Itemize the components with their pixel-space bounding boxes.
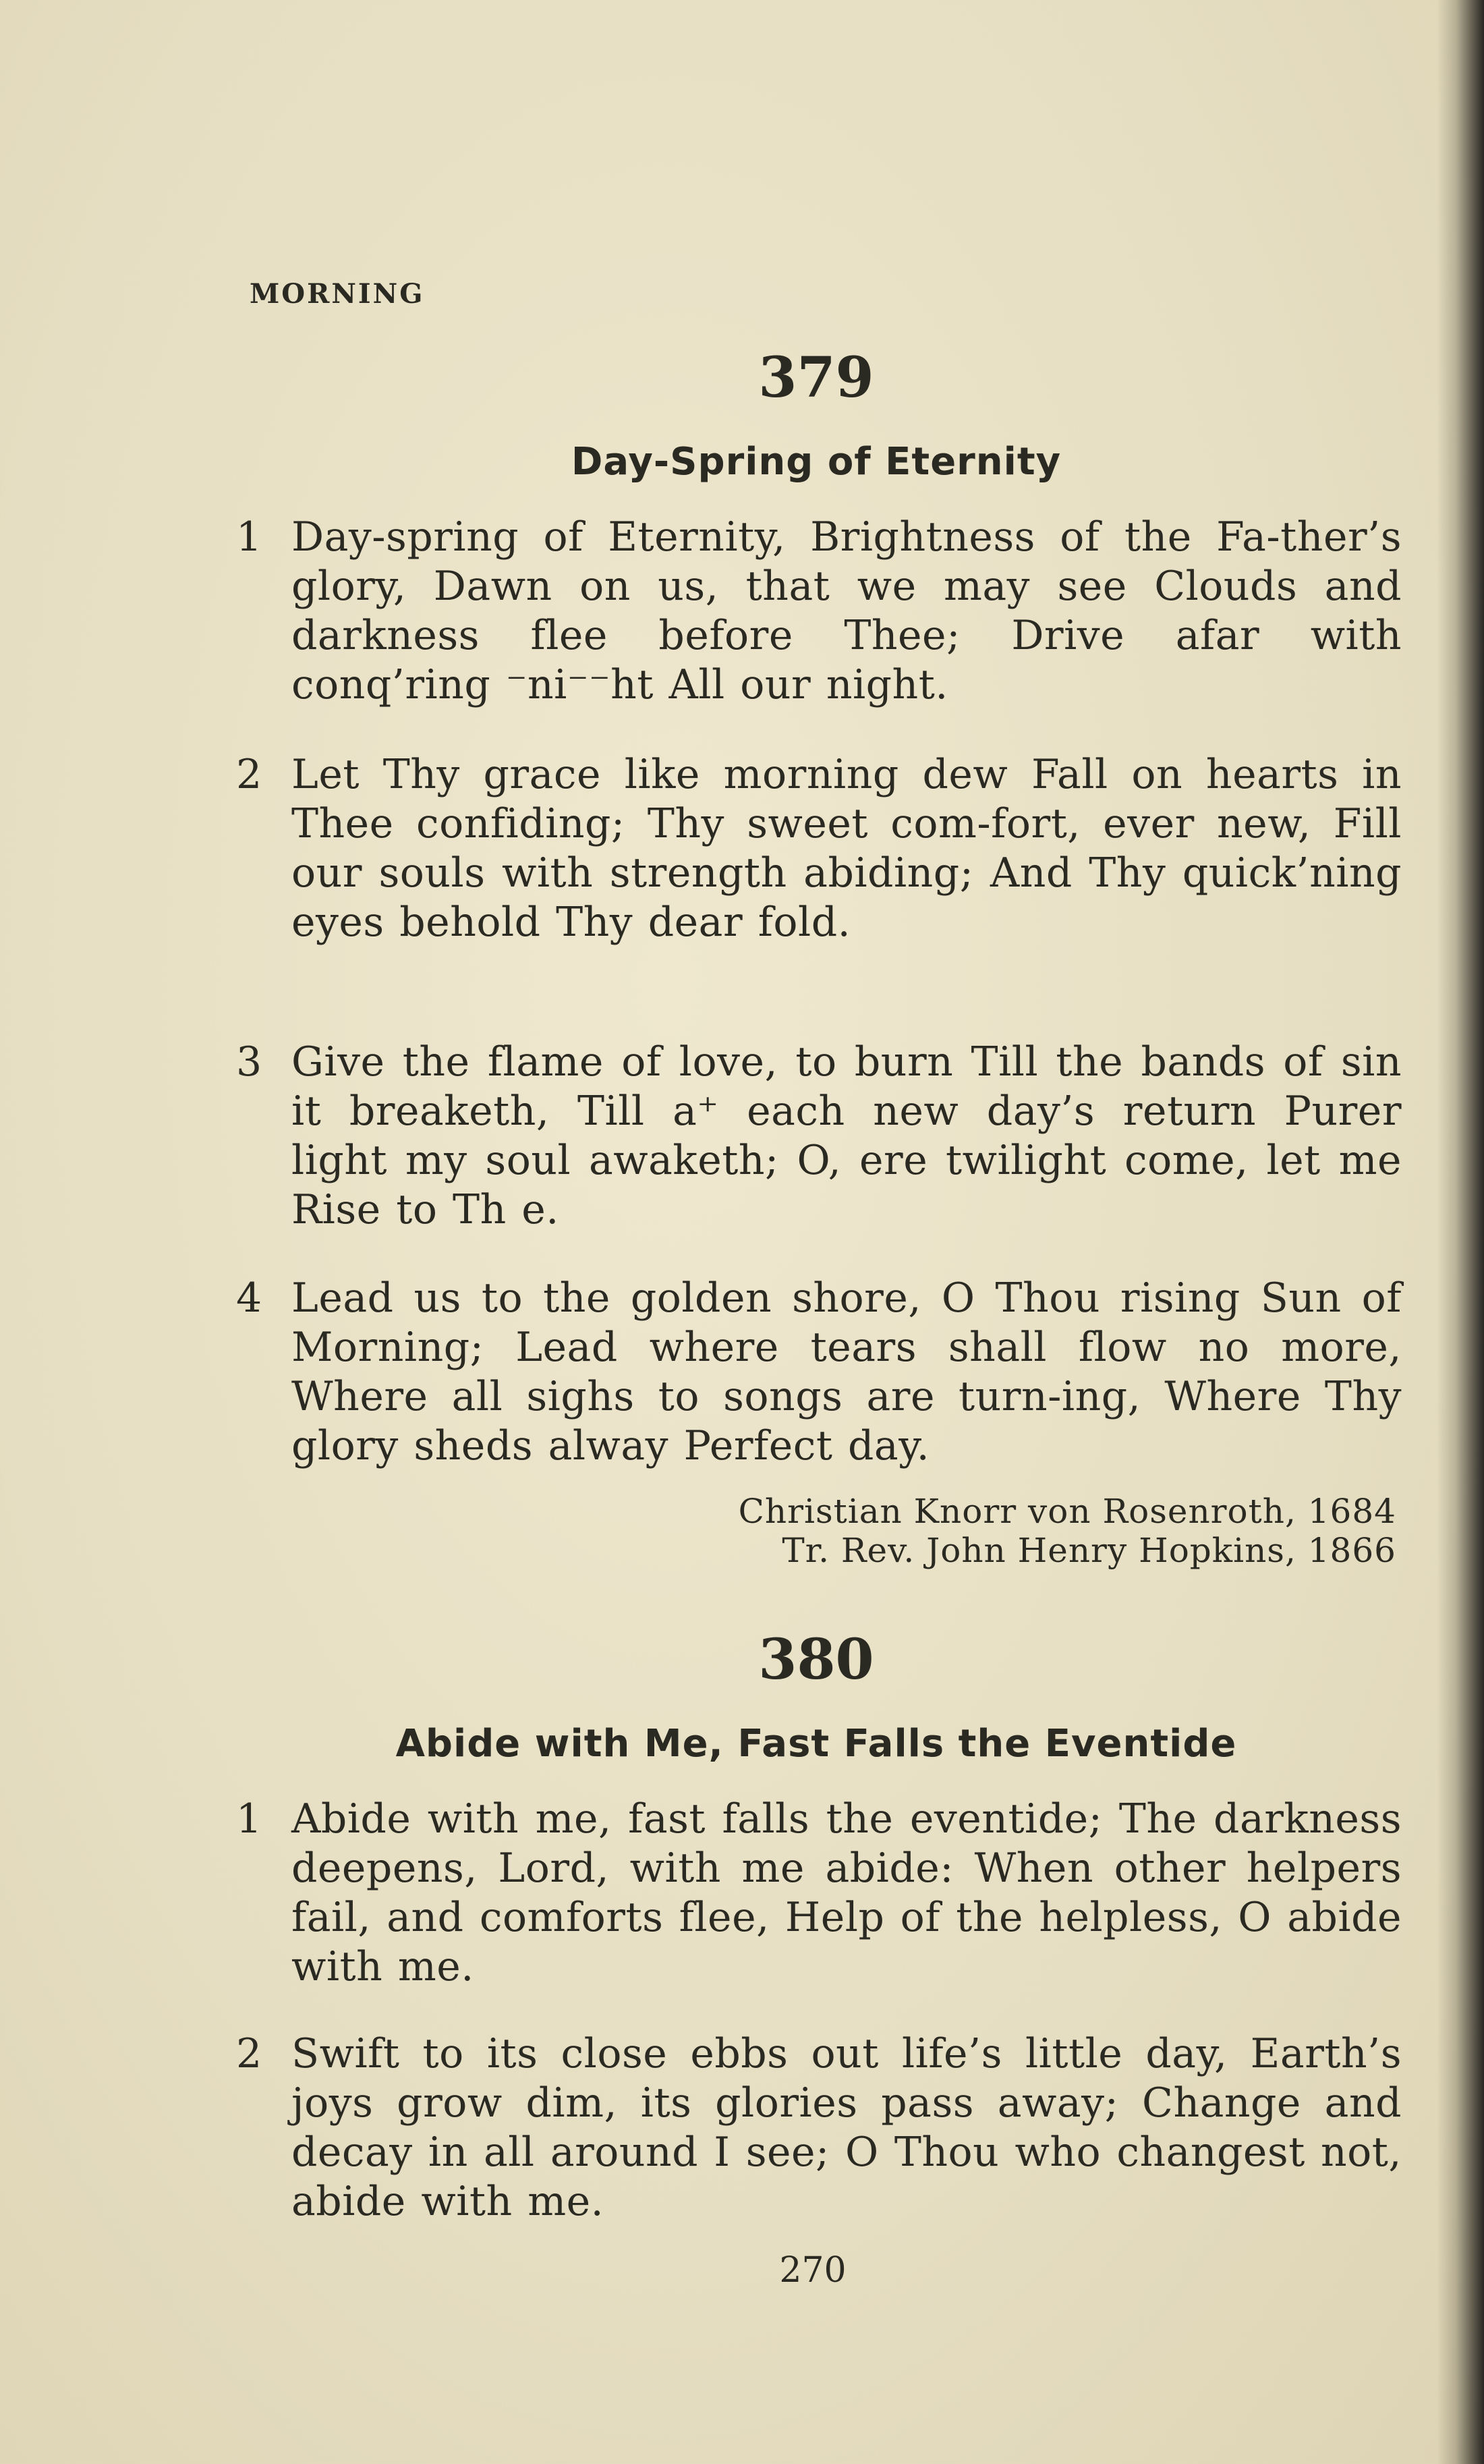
section-heading: MORNING xyxy=(250,278,425,310)
hymn-number: 380 xyxy=(758,1627,874,1692)
stanza xyxy=(236,750,1402,947)
hymn-title: Day-Spring of Eternity xyxy=(571,440,1062,484)
stanza xyxy=(236,1795,1402,1992)
stanza xyxy=(236,513,1402,710)
stanza-number: 3 xyxy=(236,1038,262,1086)
stanza-number: 2 xyxy=(236,751,262,798)
stanza-text: Swift to its close ebbs out life’s little day, Earth’s joys grow dim, its glories pass away; Change and decay in all around I see; O Thou who changest not, abide with me. xyxy=(291,2030,1402,2225)
stanza-number: 1 xyxy=(236,1795,262,1843)
stanza xyxy=(236,1038,1402,1235)
stanza xyxy=(236,2029,1402,2227)
hymn-title: Abide with Me, Fast Falls the Eventide xyxy=(395,1722,1237,1766)
stanza-text: Abide with me, fast falls the eventide; The darkness deepens, Lord, with me abide: When other helpers fail, and comforts flee, Help of the helpless, O abide with me. xyxy=(291,1795,1402,1990)
attribution-translator: Tr. Rev. John Henry Hopkins, 1866 xyxy=(782,1531,1396,1570)
stanza-number: 4 xyxy=(236,1275,262,1322)
stanza-number: 1 xyxy=(236,513,262,561)
stanza-text: Day-spring of Eternity, Brightness of the Fa-ther’s glory, Dawn on us, that we may see Clouds and darkness flee before Thee; Drive afar with conq’ring ⁻ni⁻⁻ht All our night. xyxy=(291,513,1402,708)
hymn-number: 379 xyxy=(758,345,874,410)
stanza-text: Let Thy grace like morning dew Fall on hearts in Thee confiding; Thy sweet com-fort, ever new, Fill our souls with strength abiding; And Thy quick’ning eyes behold Thy dear fold. xyxy=(291,751,1402,946)
stanza-text: Lead us to the golden shore, O Thou rising Sun of Morning; Lead where tears shall flow no more, Where all sighs to songs are turn-ing, Where Thy glory sheds alway Perfect day. xyxy=(291,1275,1402,1469)
stanza-number: 2 xyxy=(236,2030,262,2077)
stanza xyxy=(236,1274,1402,1471)
page-number: 270 xyxy=(779,2250,847,2291)
stanza-text: Give the flame of love, to burn Till the bands of sin it breaketh, Till a⁺ each new day’s return Purer light my soul awaketh; O, ere twilight come, let me Rise to Th e. xyxy=(291,1038,1402,1233)
attribution-author: Christian Knorr von Rosenroth, 1684 xyxy=(738,1492,1396,1531)
